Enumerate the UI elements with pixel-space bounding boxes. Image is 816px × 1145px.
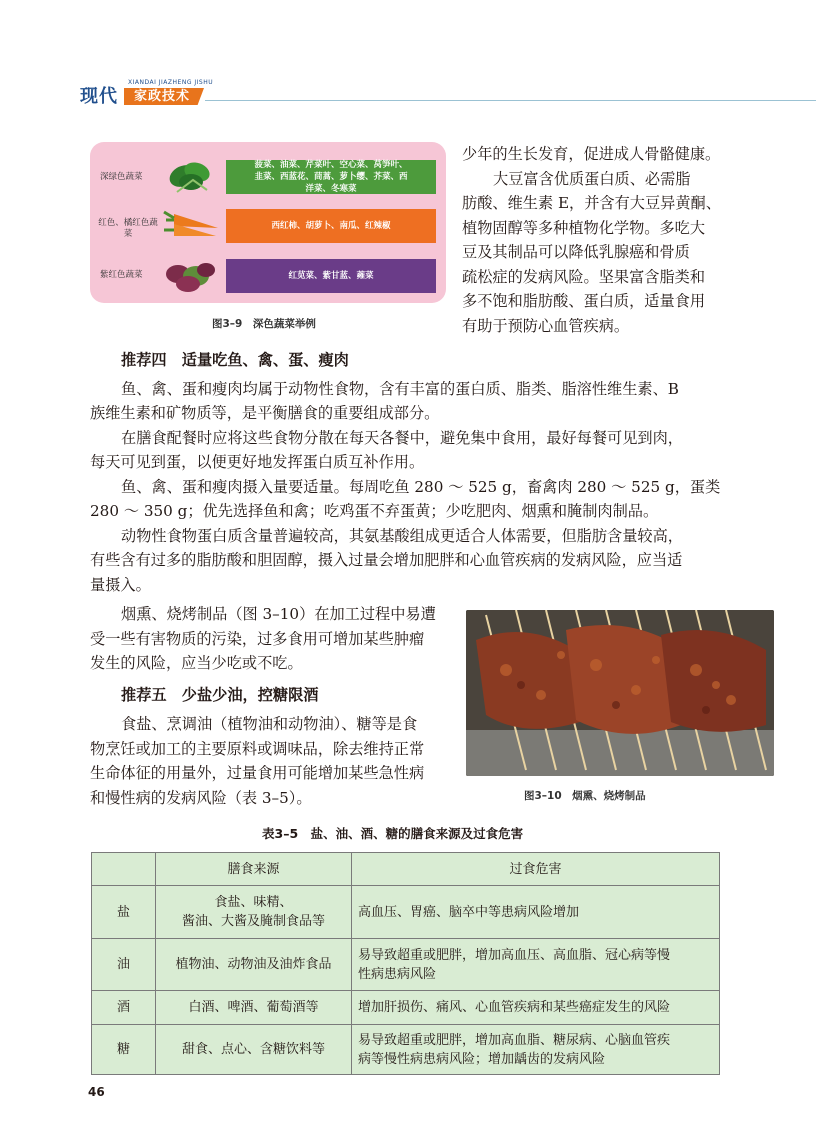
body-line: 物烹饪或加工的主要原料或调味品，除去维持正常	[90, 740, 425, 758]
right-text-line: 多不饱和脂肪酸、蛋白质，适量食用	[462, 292, 705, 310]
body-line: 烟熏、烧烤制品（图 3–10）在加工过程中易遭	[121, 605, 436, 623]
source-cell	[156, 1025, 352, 1075]
harm-line: 高血压、胃癌、脑卒中等患病风险增加	[358, 904, 580, 920]
table-row	[92, 939, 720, 991]
right-text-line: 豆及其制品可以降低乳腺癌和骨质	[462, 243, 690, 261]
harm-line: 病等慢性病患病风险；增加龋齿的发病风险	[358, 1051, 606, 1067]
source-line: 白酒、啤酒、葡萄酒等	[188, 1000, 319, 1015]
veg-items-orange: 西红柿、胡萝卜、南瓜、红辣椒	[271, 221, 391, 231]
body-line: 鱼、禽、蛋和瘦肉均属于动物性食物，含有丰富的蛋白质、脂类、脂溶性维生素、B	[121, 380, 679, 398]
body-line: 食盐、烹调油（植物油和动物油）、糖等是食	[121, 715, 418, 733]
header-source: 膳食来源	[156, 853, 352, 886]
body-line: 量摄入。	[90, 576, 151, 594]
body-line: 每天可见到蛋，以便更好地发挥蛋白质互补作用。	[90, 453, 425, 471]
source-line: 甜食、点心、含糖饮料等	[181, 1042, 325, 1057]
veg-items-purple: 红苋菜、紫甘蓝、蕹菜	[288, 271, 374, 281]
right-text-line: 少年的生长发育，促进成人骨骼健康。	[462, 145, 721, 163]
harm-line: 易导致超重或肥胖，增加高血脂、糖尿病、心脑血管疾	[358, 1032, 671, 1048]
brand-subtitle: 家政技术	[134, 89, 191, 104]
body-line: 鱼、禽、蛋和瘦肉摄入量要适量。每周吃鱼 280 ～ 525 g，畜禽肉 280 ～ 525 g，蛋类	[121, 478, 721, 496]
section-heading-5: 推荐五 少盐少油，控糖限酒	[121, 686, 319, 704]
veg-label-green: 深绿色蔬菜	[100, 172, 143, 182]
table-title: 表3–5 盐、油、酒、糖的膳食来源及过食危害	[262, 826, 524, 841]
veg-items-green: 菠菜、油菜、芹菜叶、空心菜、莴笋叶、韭菜、西蓝花、茼蒿、萝卜缨、芥菜、西洋菜、冬寒菜	[254, 160, 408, 194]
table-header-row	[92, 853, 720, 886]
veg-bar-purple	[226, 259, 436, 293]
item-cell: 油	[92, 939, 156, 991]
body-line: 280 ～ 350 g；优先选择鱼和禽；吃鸡蛋不弃蛋黄；少吃肥肉、烟熏和腌制肉制品。	[90, 502, 659, 520]
source-line: 食盐、味精、	[214, 895, 293, 910]
source-cell	[156, 939, 352, 991]
body-line: 族维生素和矿物质等，是平衡膳食的重要组成部分。	[90, 404, 440, 422]
veg-label-purple: 紫红色蔬菜	[100, 270, 143, 280]
body-line: 发生的风险，应当少吃或不吃。	[90, 654, 303, 672]
brand-title: 现代	[80, 86, 118, 107]
body-line: 生命体征的用量外，过量食用可能增加某些急性病	[90, 764, 425, 782]
header-item	[92, 853, 156, 886]
veg-bar-green	[226, 160, 436, 194]
figure-3-9-caption: 图3–9 深色蔬菜举例	[212, 318, 316, 330]
body-line: 动物性食物蛋白质含量普遍较高，其氨基酸组成更适合人体需要，但脂肪含量较高，	[121, 527, 683, 545]
right-text-line: 植物固醇等多种植物化学物。多吃大	[462, 219, 705, 237]
right-text-line: 疏松症的发病风险。坚果富含脂类和	[462, 268, 705, 286]
harm-line: 易导致超重或肥胖，增加高血压、高血脂、冠心病等慢	[358, 947, 671, 963]
harm-cell	[352, 939, 720, 991]
figure-3-10-caption: 图3–10 烟熏、烧烤制品	[524, 790, 646, 802]
carrot-image	[160, 206, 222, 246]
source-line: 酱油、大酱及腌制食品等	[181, 914, 325, 929]
page-number: 46	[88, 1085, 105, 1099]
body-line: 和慢性病的发病风险（表 3–5）。	[90, 789, 312, 807]
table-row	[92, 1025, 720, 1075]
brand-pinyin: XIANDAI JIAZHENG JISHU	[128, 79, 214, 86]
item-cell: 酒	[92, 991, 156, 1025]
harm-cell	[352, 1025, 720, 1075]
source-line: 植物油、动物油及油炸食品	[175, 957, 332, 972]
table-row	[92, 991, 720, 1025]
veg-bar-orange	[226, 209, 436, 243]
veg-label-orange: 红色、橘红色蔬菜	[98, 218, 158, 239]
purple-greens-image	[160, 256, 220, 296]
harm-cell	[352, 886, 720, 939]
diet-risk-table	[91, 852, 720, 1075]
body-line: 在膳食配餐时应将这些食物分散在每天各餐中，避免集中食用，最好每餐可见到肉，	[121, 429, 683, 447]
source-cell	[156, 886, 352, 939]
source-cell	[156, 991, 352, 1025]
item-cell: 糖	[92, 1025, 156, 1075]
right-text-line: 大豆富含优质蛋白质、必需脂	[493, 170, 691, 188]
spinach-image	[163, 156, 219, 198]
body-line: 受一些有害物质的污染，过多食用可增加某些肿瘤	[90, 630, 425, 648]
item-cell: 盐	[92, 886, 156, 939]
kebab-photo	[466, 610, 774, 776]
header-harm: 过食危害	[352, 853, 720, 886]
header-rule	[205, 100, 816, 101]
section-heading-4: 推荐四 适量吃鱼、禽、蛋、瘦肉	[121, 351, 349, 369]
table-row	[92, 886, 720, 939]
harm-cell	[352, 991, 720, 1025]
harm-line: 增加肝损伤、痛风、心血管疾病和某些癌症发生的风险	[358, 1000, 671, 1015]
harm-line: 性病患病风险	[358, 966, 437, 982]
right-text-line: 肪酸、维生素 E，并含有大豆异黄酮、	[462, 194, 721, 212]
body-line: 有些含有过多的脂肪酸和胆固醇，摄入过量会增加肥胖和心血管疾病的发病风险，应当适	[90, 551, 683, 569]
right-text-line: 有助于预防心血管疾病。	[462, 317, 630, 335]
